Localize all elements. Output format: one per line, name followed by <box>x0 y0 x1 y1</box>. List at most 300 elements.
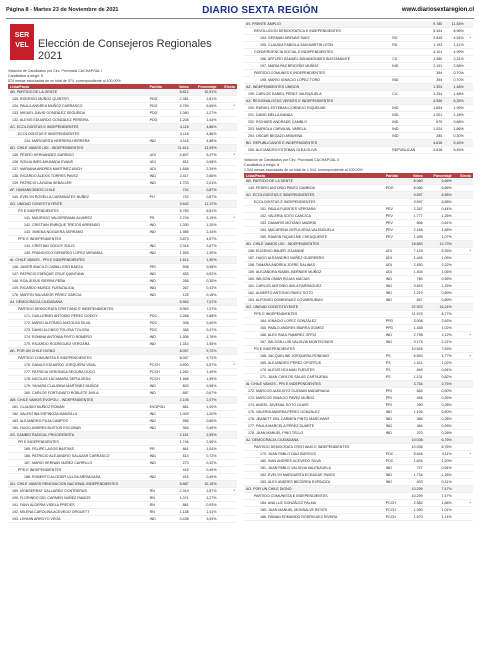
cell-party: PRI <box>384 388 405 395</box>
cell-name: 197. MARIA PAZ BRICEÑO MUÑOZ <box>244 63 390 70</box>
cell-elected <box>219 194 237 201</box>
page-header <box>6 2 474 18</box>
candidate-row <box>244 126 473 133</box>
cell-elected: * <box>219 488 237 495</box>
cell-elected <box>219 180 237 187</box>
candidate-row <box>244 374 473 381</box>
candidate-row <box>244 119 473 126</box>
cell-party <box>390 28 426 35</box>
cell-votes: 806 <box>405 220 425 227</box>
col-votes: Votos <box>172 84 190 89</box>
cell-pct: 0,98% <box>191 159 219 166</box>
cell-elected <box>466 42 473 49</box>
cell-votes: 3.438 <box>172 516 190 523</box>
cell-pct: 1,00% <box>191 404 219 411</box>
cell-party: IND <box>148 138 173 145</box>
cell-name: 175. RICARDO RODRIGUEZ VERGARA <box>8 341 148 348</box>
cell-elected <box>219 481 237 488</box>
cell-votes: 5.344 <box>427 28 445 35</box>
list-row <box>244 241 473 248</box>
cell-votes: 3.643 <box>405 283 425 290</box>
cell-elected <box>219 278 237 285</box>
cell-elected <box>466 91 473 98</box>
cell-pct: 5,45% <box>444 140 465 147</box>
cell-party <box>390 49 426 56</box>
cell-name: 143. XIMENA NOGUERA SERRANO <box>8 229 148 236</box>
cell-votes: 1.960 <box>427 56 445 63</box>
cell-party: EVOPOLI <box>148 404 173 411</box>
cell-party <box>384 241 405 248</box>
cell-votes: 385 <box>405 416 425 423</box>
subpact-row <box>8 355 237 362</box>
cell-party: IND <box>390 77 426 84</box>
meta-line: 1.044 mesas escrutadas de un total de 1.044, correspondiente al 100,00% <box>244 168 363 172</box>
cell-party: PDG <box>148 117 173 124</box>
cell-party <box>148 348 173 355</box>
cell-party: CS <box>390 56 426 63</box>
cell-pct: 1,05% <box>425 269 454 276</box>
cell-votes: 10.299 <box>405 486 425 493</box>
cell-name: ECOLOGISTAS E INDEPENDIENTES <box>244 199 384 206</box>
cell-elected <box>454 255 473 262</box>
cell-elected <box>454 381 473 388</box>
cell-elected <box>454 241 473 248</box>
cell-pct: 0,55% <box>425 276 454 283</box>
cell-pct: 0,98% <box>191 383 219 390</box>
cell-party: IND <box>384 290 405 297</box>
cell-votes: 3.845 <box>427 35 445 42</box>
cell-pct: 0,30% <box>444 133 465 140</box>
cell-votes: 814 <box>172 453 190 460</box>
cell-party: IND <box>384 416 405 423</box>
cell-elected <box>466 105 473 112</box>
cell-pct: 6,96% <box>444 28 465 35</box>
cell-pct: 0,87% <box>191 187 219 194</box>
cell-elected <box>219 495 237 502</box>
cell-party <box>384 486 405 493</box>
candidate-row <box>8 103 237 110</box>
cell-votes: 8.080 <box>405 178 425 185</box>
cell-party: PPD <box>384 325 405 332</box>
cell-votes: 2.417 <box>172 173 190 180</box>
cell-elected: * <box>454 332 473 339</box>
cell-elected <box>219 341 237 348</box>
cell-pct: 1,02% <box>425 325 454 332</box>
cell-elected <box>454 297 473 304</box>
candidate-row <box>8 152 237 159</box>
candidate-row <box>244 42 473 49</box>
cell-party: PS <box>384 374 405 381</box>
cell-party: IND <box>384 430 405 437</box>
candidate-row <box>8 264 237 271</box>
candidate-row <box>244 77 473 84</box>
list-row <box>8 481 237 488</box>
candidate-row <box>244 147 473 154</box>
cell-name: 187. MARIO HERNAN NUÑEZ CARRILLO <box>8 460 148 467</box>
cell-pct: 1,02% <box>425 360 454 367</box>
cell-pct: 1,07% <box>425 234 454 241</box>
cell-party: IND <box>148 383 173 390</box>
cell-elected <box>454 416 473 423</box>
cell-pct: 0,26% <box>425 430 454 437</box>
cell-party: IND <box>384 409 405 416</box>
cell-name: 149. PEDRO ANTONIO PAVEZ GAMBOA <box>244 185 384 192</box>
cell-party: PCCH <box>384 514 405 521</box>
cell-pct: 1,99% <box>191 376 219 383</box>
cell-elected <box>219 390 237 397</box>
cell-party: PS <box>384 353 405 360</box>
cell-party: PCCH <box>384 507 405 514</box>
cell-votes: 881 <box>172 404 190 411</box>
candidate-row <box>8 229 237 236</box>
candidate-row <box>244 105 473 112</box>
cell-votes: 453 <box>172 271 190 278</box>
cell-votes: 803 <box>172 383 190 390</box>
candidate-row <box>244 339 473 346</box>
cell-votes: 3.174 <box>405 339 425 346</box>
cell-elected <box>466 126 473 133</box>
cell-name: AC. ECOLOGISTAS E INDEPENDIENTES <box>244 192 384 199</box>
cell-pct: 0,87% <box>191 194 219 201</box>
candidate-row <box>244 185 473 192</box>
candidate-row <box>244 402 473 409</box>
cell-name: 170. ALEXIS HOLMAN FUENTES <box>244 367 384 374</box>
candidate-row <box>8 376 237 383</box>
cell-votes: 760 <box>405 276 425 283</box>
cell-elected <box>454 479 473 486</box>
cell-name: 145. FRANCISCO GERARDO LOPEZ MIRANDA <box>8 250 148 257</box>
candidate-row <box>8 446 237 453</box>
cell-name: AS. CAMBIO RADICAL PROGRESISTA <box>8 432 148 439</box>
cell-pct: 1,88% <box>425 500 454 507</box>
cell-name: 156. EUGENIO BAUER JOUANNE <box>244 248 384 255</box>
candidate-row <box>8 327 237 334</box>
cell-pct: 0,54% <box>425 465 454 472</box>
candidate-row <box>8 383 237 390</box>
cell-elected <box>454 444 473 451</box>
cell-votes: 403 <box>405 479 425 486</box>
cell-name: AU. CHILE VAMOS RENOVACION NACIONAL INDEPENDIENTES <box>8 481 148 488</box>
candidate-row <box>244 430 473 437</box>
cell-name: 178. JUAN MANUEL PINO TELLO <box>244 430 384 437</box>
cell-party: PRI <box>148 264 173 271</box>
cell-votes: 5.963 <box>172 299 190 306</box>
cell-pct: 2,87% <box>191 488 219 495</box>
cell-elected <box>454 458 473 465</box>
cell-party: IND <box>148 292 173 299</box>
cell-votes: 4.118 <box>172 131 190 138</box>
cell-party: RN <box>148 495 173 502</box>
cell-party: RD <box>390 42 426 49</box>
candidate-row <box>8 180 237 187</box>
cell-votes: 5.646 <box>405 451 425 458</box>
cell-votes: 861 <box>172 446 190 453</box>
candidate-row <box>244 325 473 332</box>
cell-party: RD <box>390 35 426 42</box>
cell-elected <box>219 173 237 180</box>
list-row <box>8 397 237 404</box>
cell-elected: * <box>466 35 473 42</box>
cell-pct: 6,76% <box>425 444 454 451</box>
cell-votes: 1.262 <box>172 369 190 376</box>
cell-party <box>148 257 173 264</box>
cell-party: IND <box>390 119 426 126</box>
cell-pct: 7,47% <box>425 486 454 493</box>
cell-name: 189. MONSERRAT GALLARDO CONTRERAS <box>8 488 148 495</box>
cell-name: PARTIDO DEMOCRATA CRISTIANO E INDEPENDIENTES <box>244 444 384 451</box>
cell-party: PDC <box>148 313 173 320</box>
cell-name: 169. ALEJANDRO PÉREZ OPORTUS <box>244 360 384 367</box>
newspaper-url[interactable]: www.diariosextaregion.cl <box>401 7 474 13</box>
results-table-cachapoal-1-cont <box>244 21 473 154</box>
cell-name: 157. HUGO ALEJANDRO NUÑEZ GUERRERO <box>244 255 384 262</box>
cell-pct: 4,86% <box>191 124 219 131</box>
cell-elected <box>219 236 237 243</box>
cell-pct: 0,66% <box>191 418 219 425</box>
subpact-row <box>8 439 237 446</box>
cell-pct: 0,89% <box>425 297 454 304</box>
cell-party <box>148 236 173 243</box>
cell-votes: 9.642 <box>172 201 190 208</box>
candidate-row <box>8 243 237 250</box>
cell-votes: 415 <box>172 467 190 474</box>
cell-name: AD. CHILE VAMOS UDI - INDEPENDIENTES <box>8 145 148 152</box>
subpact-row <box>244 70 473 77</box>
cell-votes: 394 <box>427 70 445 77</box>
cell-votes: 1.777 <box>405 213 425 220</box>
cell-name: 177. PATRICIA VERONICA SEGURA DUCO <box>8 369 148 376</box>
cell-pct: 0,68% <box>444 119 465 126</box>
candidate-row <box>244 133 473 140</box>
cell-party <box>384 493 405 500</box>
cell-elected <box>454 437 473 444</box>
list-row <box>8 299 237 306</box>
cell-pct: 11,54% <box>444 21 465 28</box>
cell-name: 154. MACARENA SEPULVEDA VALENZUELA <box>244 227 384 234</box>
cell-elected <box>219 243 237 250</box>
cell-votes: 1.219 <box>405 290 425 297</box>
cell-name: 180. IVAN ANDRES ACEVEDO SILVA <box>244 458 384 465</box>
cell-name: AG. UNIDAD CONSTITUYENTE <box>8 201 148 208</box>
cell-pct: 1,18% <box>444 112 465 119</box>
cell-elected: * <box>454 500 473 507</box>
cell-name: 166. ALEX RAUL RAMIREZ ORTIZ <box>244 332 384 339</box>
cell-party: CU <box>390 91 426 98</box>
candidate-row <box>8 460 237 467</box>
cell-party <box>148 208 173 215</box>
cell-name: 173. MARCOS IGNACIO PAVEZ MUÑOZ <box>244 395 384 402</box>
cell-party: IND <box>148 334 173 341</box>
candidate-row <box>8 425 237 432</box>
cell-party: PRI <box>384 402 405 409</box>
cell-votes: 390 <box>405 402 425 409</box>
cell-votes: 3.873 <box>172 236 190 243</box>
cell-party <box>148 467 173 474</box>
cell-pct: 1,90% <box>191 257 219 264</box>
results-table-cachapoal-1 <box>8 84 237 523</box>
meta-line: Votación de Candidatos por Circ. Provincial CACHAPOAL II <box>244 158 340 162</box>
candidate-row <box>8 215 237 222</box>
cell-party: PDG <box>384 185 405 192</box>
cell-elected <box>219 418 237 425</box>
cell-pct: 2,58% <box>444 63 465 70</box>
cell-name: 200. RAFAEL ESTEBAN CORNEJO RIQUELME <box>244 105 390 112</box>
cell-elected <box>454 486 473 493</box>
cell-name: 183. ALEJANDRO PUJA CAMPOS <box>8 418 148 425</box>
cell-pct: 1,86% <box>444 126 465 133</box>
subpact-row <box>244 28 473 35</box>
cell-elected <box>454 220 473 227</box>
cell-pct: 0,28% <box>425 402 454 409</box>
cell-elected <box>219 313 237 320</box>
cell-elected <box>219 376 237 383</box>
cell-party: IND <box>148 180 173 187</box>
cell-name: 193. LENNIN ARROYO VEGA <box>8 516 148 523</box>
cell-pct: 4,77% <box>425 353 454 360</box>
cell-party: IND <box>148 278 173 285</box>
cell-name: 171. JUAN CARLOS SALAS CARTAJENA <box>244 374 384 381</box>
cell-pct: 2,12% <box>425 332 454 339</box>
district-meta-1 <box>8 69 237 84</box>
cell-party: PDC <box>148 320 173 327</box>
cell-pct: 0,31% <box>425 479 454 486</box>
candidate-row <box>8 194 237 201</box>
cell-pct: 2,47% <box>191 397 219 404</box>
cell-party: IND <box>390 112 426 119</box>
cell-name: 181. JUAN PABLO VALDIVIA VALENZUELA <box>244 465 384 472</box>
cell-name: 194. GERMAN ARENAS SAEZ <box>244 35 390 42</box>
cell-votes: 468 <box>405 395 425 402</box>
cell-elected <box>454 507 473 514</box>
cell-elected <box>466 133 473 140</box>
cell-pct: 1,05% <box>425 255 454 262</box>
cell-votes: 814 <box>172 159 190 166</box>
cell-votes: 384 <box>405 423 425 430</box>
cell-votes: 4.118 <box>172 124 190 131</box>
cell-name: 172. MARCOS AUGUSTO GUZMAN MADARIAGA <box>244 388 384 395</box>
cell-party: REPUBLICAN <box>390 147 426 154</box>
cell-pct: 2,31% <box>444 56 465 63</box>
servel-logo: SER VEL <box>10 24 34 60</box>
cell-name: 176. DANILO EDUARDO JORQUERA VIDAL <box>8 362 148 369</box>
cell-elected <box>454 185 473 192</box>
candidate-row <box>8 509 237 516</box>
cell-votes: 2.347 <box>405 206 425 213</box>
cell-elected <box>219 201 237 208</box>
cell-name: 155. RAMON RIQUELME CHEUQUENTE <box>244 234 384 241</box>
cell-elected <box>219 509 237 516</box>
cell-name: PS E INDEPENDIENTES <box>244 346 384 353</box>
results-table-cachapoal-2 <box>244 173 473 521</box>
cell-pct: 0,28% <box>425 416 454 423</box>
cell-elected <box>454 206 473 213</box>
cell-pct: 4,99% <box>444 49 465 56</box>
cell-party: IND <box>384 465 405 472</box>
cell-name: PPD E INDEPENDIENTES <box>8 236 148 243</box>
cell-pct: 7,47% <box>425 493 454 500</box>
cell-name: AM. CHILE VAMOS EVOPOLI - INDEPENDIENTES <box>8 397 148 404</box>
cell-name: 136. SONJA IMES AHUMADA EVANS <box>8 159 148 166</box>
cell-elected <box>454 276 473 283</box>
col-elected: Electo <box>454 173 473 178</box>
cell-name: 179. JUAN PABLO DIAZ BURGOS <box>244 451 384 458</box>
cell-elected <box>466 112 473 119</box>
results-title-block <box>8 21 237 67</box>
candidate-row <box>244 479 473 486</box>
cell-party: PR <box>148 446 173 453</box>
cell-pct: 0,89% <box>425 290 454 297</box>
cell-elected <box>454 304 473 311</box>
cell-votes: 2.381 <box>172 96 190 103</box>
cell-pct: 1,26% <box>425 472 454 479</box>
cell-name: 185. FELIPE LAGOS BASTIAS <box>8 446 148 453</box>
cell-votes: 10.038 <box>405 437 425 444</box>
candidate-row <box>244 514 473 521</box>
list-row <box>8 187 237 194</box>
cell-votes: 1.304 <box>427 84 445 91</box>
candidate-row <box>244 416 473 423</box>
cell-votes: 7.149 <box>405 248 425 255</box>
cell-pct: 6,58% <box>425 199 454 206</box>
cell-pct: 11,37% <box>191 201 219 208</box>
cell-votes: 4.101 <box>427 49 445 56</box>
cell-elected <box>454 514 473 521</box>
cell-pct: 0,70% <box>444 77 465 84</box>
cell-party: PDC <box>384 451 405 458</box>
cell-name: 168. JACQUELINE JORQUERA RONDINO <box>244 353 384 360</box>
candidate-row <box>244 91 473 98</box>
cell-name: 153. DAMARIS MOYANO MADRID <box>244 220 384 227</box>
cell-party: PCCH <box>148 369 173 376</box>
cell-pct: 1,01% <box>425 507 454 514</box>
cell-votes: 4.536 <box>427 98 445 105</box>
cell-pct: 0,35% <box>425 395 454 402</box>
cell-votes: 1.390 <box>405 507 425 514</box>
cell-elected <box>454 192 473 199</box>
cell-party: PCCH <box>148 376 173 383</box>
cell-party: PCCH <box>384 500 405 507</box>
cell-name: AD. CHILE VAMOS UDI - INDEPENDIENTES <box>244 241 384 248</box>
cell-pct: 0,49% <box>191 474 219 481</box>
cell-party: IND <box>384 479 405 486</box>
cell-pct: 1,25% <box>425 283 454 290</box>
cell-votes: 280 <box>427 133 445 140</box>
cell-votes: 2.191 <box>427 63 445 70</box>
cell-name: 174. ROMINA ANTONIA PINTO ROMERO <box>8 334 148 341</box>
candidate-row <box>8 278 237 285</box>
cell-pct: 0,30% <box>191 278 219 285</box>
cell-elected <box>219 208 237 215</box>
cell-pct: 0,40% <box>191 320 219 327</box>
meta-line: Candidatos a elegir: 5 <box>8 74 43 78</box>
candidate-row <box>8 502 237 509</box>
cell-pct: 7,07% <box>191 306 219 313</box>
candidate-row <box>8 495 237 502</box>
cell-name: AO. POR UN CHILE DIGNO <box>244 486 384 493</box>
cell-elected: * <box>219 152 237 159</box>
cell-votes: 415 <box>172 474 190 481</box>
cell-votes: 265 <box>172 278 190 285</box>
cell-elected <box>219 425 237 432</box>
cell-party: RN <box>148 488 173 495</box>
cell-pct: 1,20% <box>425 458 454 465</box>
cell-name: 137. MARIANA ANDREA MARTÍNEZ ANCH <box>8 166 148 173</box>
cell-elected: * <box>219 362 237 369</box>
cell-pct: 7,07% <box>191 299 219 306</box>
cell-elected <box>219 369 237 376</box>
cell-pct: 5,66% <box>425 185 454 192</box>
cell-votes: 2.450 <box>405 262 425 269</box>
